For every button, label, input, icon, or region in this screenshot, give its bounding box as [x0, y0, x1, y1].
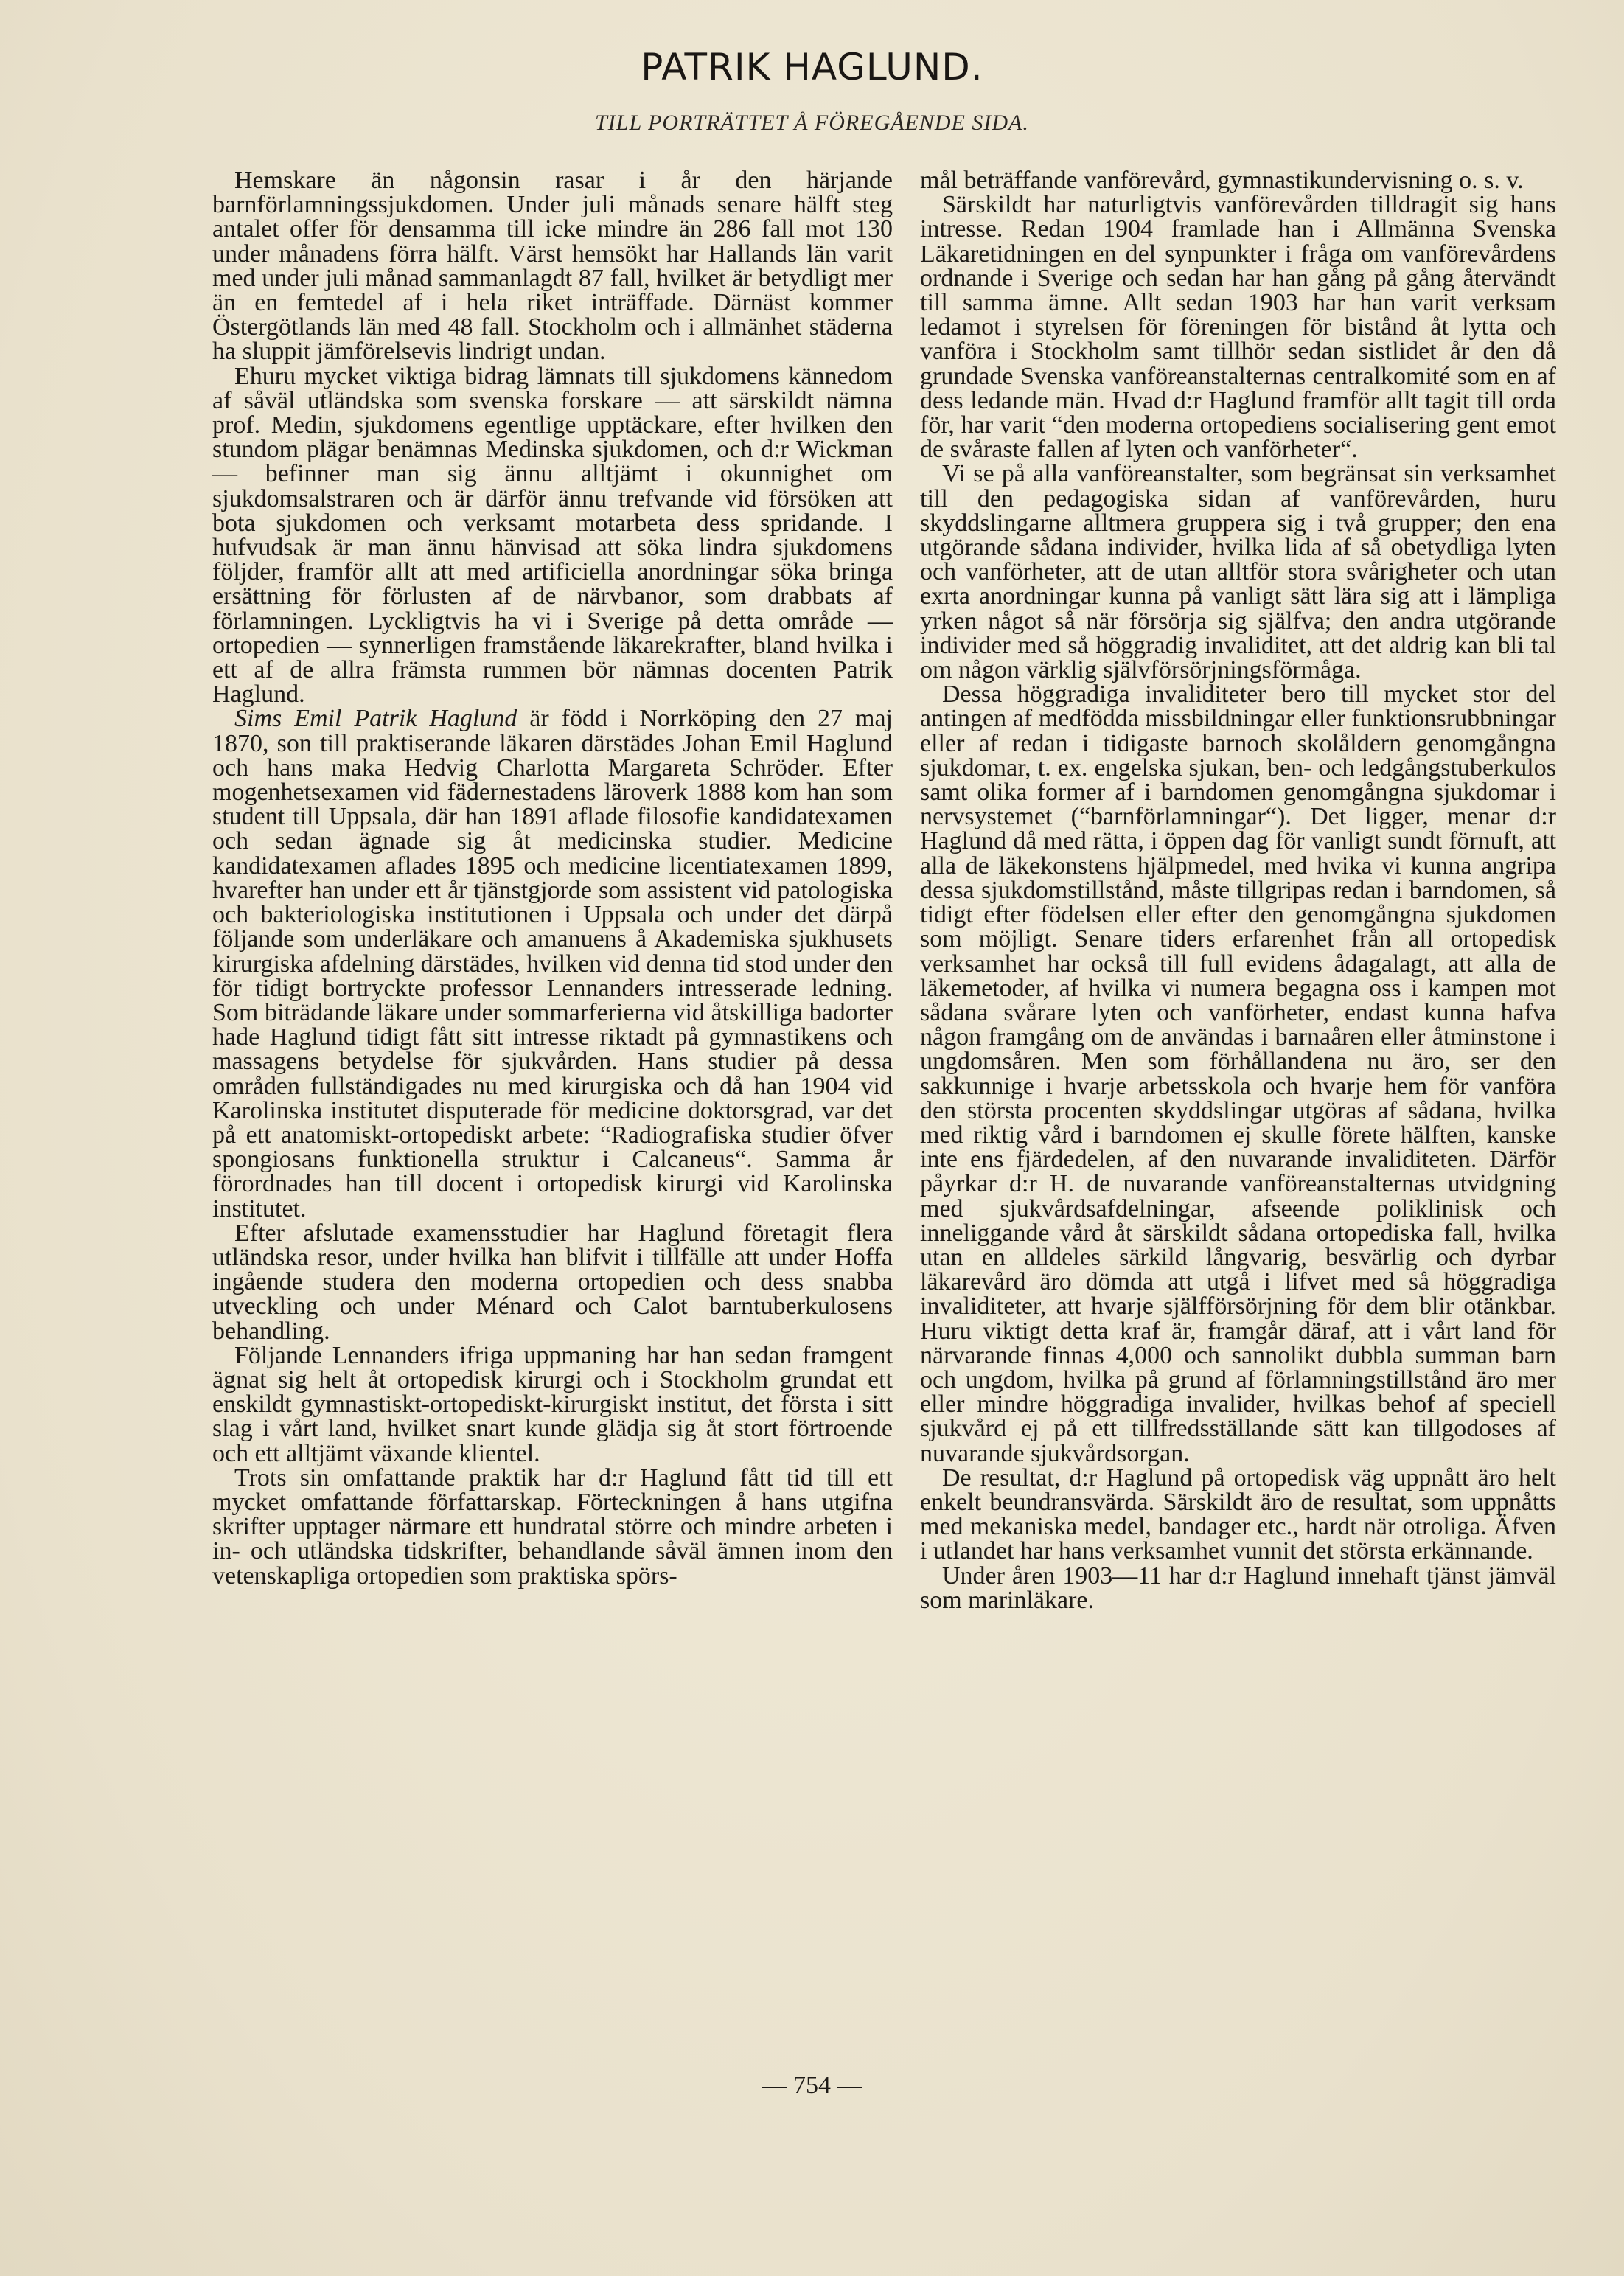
paragraph: Dessa höggradiga invaliditeter bero till mycket stor del antingen af medfödda missbildningar eller funktionsrubbningar eller af redan i tidigaste barnoch skolåldern genomgångna sjukdomar, t. ex. engelska sjukan, ben- och ledgångstuberkulos samt olika former af i barndomen genomgångna sjukdomar i nervsystemet (“barnförlamningar“). Det ligger, menar d:r Haglund då med rätta, i öppen dag för vanligt sundt förnuft, att alla de läkekonstens hjälpmedel, med hvika vi kunna angripa dessa sjukdomstillstånd, måste tillgripas redan i barndomen, så tidigt efter födelsen eller efter den genomgångna sjukdomen som möjligt. Senare tiders erfarenhet från all ortopedisk verksamhet har också till full evidens ådagalagt, att alla de läkemetoder, af hvilka vi numera begagna oss i kampen mot sådana svårare lyten och vanförheter, endast kunna hafva någon framgång om de användas i barnaåren eller åtminstone i ungdomsåren. Men som förhållandena nu äro, ser den sakkunnige i hvarje arbetsskola och hvarje hem för vanföra den största procenten skyddslingar utgöras af sådana, hvilka med riktig vård i barndomen ej skulle förete hälften, kanske inte ens fjärdedelen, af den nuvarande invaliditeten. Därför påyrkar d:r H. de nuvarande vanföreanstalternas utvidgning med sjukvårdsafdelningar, afseende poliklinisk och inneliggande vård åt särskildt sådana ortopediska fall, hvilka utan en alldeles särkild långvarig, besvärlig och dyrbar läkarevård äro dömda att utgå i lifvet med så höggradiga invaliditeter, att hvarje själfförsörjning för dem blir otänkbar. Huru viktigt detta kraf är, framgår däraf, att i vårt land för närvarande finnas 4,000 och sannolikt dubbla summan barn och ungdom, hvilka på grund af förlamningstillstånd äro mer eller mindre höggradiga invalider, hvilkas behof af speciell sjukvård ej på ett tillfredsställande sätt kan tillgodoses af nuvarande sjukvårdsorgan.	[920, 681, 1556, 1467]
right-column	[920, 168, 1556, 1612]
page-number: — 754 —	[762, 2072, 862, 2099]
paragraph-text: är född i Norrköping den 27 maj 1870, son till praktiserande läkaren därstädes Johan Emil Haglund och hans maka Hedvig Charlotta Margareta Schröder. Efter mogenhetsexamen vid fädernestadens läroverk 1888 kom han som student till Uppsala, där han 1891 aflade filosofie kandidatexamen och sedan ägnade sig åt medicinska studier. Medicine kandidatexamen aflades 1895 och medicine licentiatexamen 1899, hvarefter han under ett år tjänstgjorde som assistent vid patologiska och bakteriologiska institutionen i Uppsala och under det därpå följande som underläkare och amanuens å Akademiska sjukhusets kirurgiska afdelning därstädes, hvilken vid denna tid stod under den för tidigt bortryckte professor Lennanders intresserade ledning. Som biträdande läkare under sommarferierna vid åtskilliga badorter hade Haglund tidigt fått sitt intresse riktadt på gymnastikens och massagens betydelse för sjukvården. Hans studier på dessa områden fullständigades nu med kirurgiska och då han 1904 vid Karolinska institutet disputerade för medicine doktorsgrad, var det på ett anatomiskt-ortopediskt arbete: “Radiografiska studier öfver spongiosans funktionella struktur i Calcaneus“. Samma år förordnades han till docent i ortopedisk kirurgi vid Karolinska institutet.	[212, 705, 893, 1222]
paragraph: Särskildt har naturligtvis vanförevården tilldragit sig hans intresse. Redan 1904 framlade han i Allmänna Svenska Läkaretidningen en del synpunkter i fråga om vanförevårdens ordnande i Sverige och sedan har han gång på gång återvändt till samma ämne. Allt sedan 1903 har han varit verksam ledamot i styrelsen för föreningen för bistånd åt lytta och vanföra i Stockholm samt tillhör sedan sistlidet år den då grundade Svenska vanföreanstalternas centralkomité som en af dess ledande män. Hvad d:r Haglund framför allt tagit till orda för, har varit “den moderna ortopediens socialisering gent emot de svåraste fallen af lyten och vanförheter“.	[920, 191, 1556, 464]
left-column	[212, 168, 893, 1588]
paragraph: mål beträffande vanförevård, gymnastikundervisning o. s. v.	[920, 167, 1524, 194]
paragraph	[212, 706, 893, 1220]
article-subtitle: TILL PORTRÄTTET Å FÖREGÅENDE SIDA.	[595, 111, 1029, 135]
paragraph: Hemskare än någonsin rasar i år den härjande barnförlamningssjukdomen. Under juli månads senare hälft steg antalet offer för densamma till icke mindre än 286 fall mot 130 under månadens förra hälft. Värst hemsökt har Hallands län varit med under juli månad sammanlagdt 87 fall, hvilket är betydligt mer än en femtedel af i hela riket inträffade. Därnäst kommer Östergötlands län med 48 fall. Stockholm och i allmänhet städerna ha sluppit jämförelsevis lindrigt undan.	[212, 167, 893, 366]
person-name: Sims Emil Patrik Haglund	[234, 705, 517, 733]
paragraph: Följande Lennanders ifriga uppmaning har han sedan framgent ägnat sig helt åt ortopedisk kirurgi och i Stockholm grundat ett enskildt gymnastiskt-ortopediskt-kirurgiskt institut, det första i sitt slag i vårt land, hvilket snart kunde glädja sig åt stort förtroende och ett alltjämt växande klientel.	[212, 1341, 893, 1467]
paragraph: Under åren 1903—11 har d:r Haglund innehaft tjänst jämväl som marinläkare.	[920, 1562, 1556, 1614]
paragraph: Ehuru mycket viktiga bidrag lämnats till sjukdomens kännedom af såväl utländska som svenska forskare — att särskildt nämna prof. Medin, sjukdomens egentlige upptäckare, efter hvilken den stundom plägar benämnas Medinska sjukdomen, och d:r Wickman — befinner man sig ännu alltjämt i okunnighet om sjukdomsalstraren och är därför ännu trefvande vid försöken att bota sjukdomen och verksamt motarbeta dess spridande. I hufvudsak är man ännu hänvisad att söka lindra sjukdomens följder, framför allt att med artificiella anordningar söka bringa ersättning för förlusten af de närvbanor, som drabbats af förlamningen. Lyckligtvis ha vi i Sverige på detta område — ortopedien — synnerligen framstående läkarekrafter, bland hvilka i ett af de allra främsta rummen bör nämnas docenten Patrik Haglund.	[212, 362, 893, 709]
article-title: PATRIK HAGLUND.	[641, 46, 983, 88]
paragraph: De resultat, d:r Haglund på ortopedisk väg uppnått äro helt enkelt beundransvärda. Särskildt äro de resultat, som uppnåtts med mekaniska medel, bandager etc., hardt när otroliga. Äfven i utlandet har hans verksamhet vunnit det största erkännande.	[920, 1464, 1556, 1565]
paragraph: Efter afslutade examensstudier har Haglund företagit flera utländska resor, under hvilka han blifvit i tillfälle att under Hoffa ingående studera den moderna ortopedien och dess snabba utveckling och under Ménard och Calot barntuberkulosens behandling.	[212, 1219, 893, 1345]
paragraph: Trots sin omfattande praktik har d:r Haglund fått tid till ett mycket omfattande författarskap. Förteckningen å hans utgifna skrifter upptager närmare ett hundratal större och mindre arbeten i in- och utländska tidskrifter, behandlande såväl ämnen inom den vetenskapliga ortopedien som praktiska spörs-	[212, 1464, 893, 1590]
paragraph: Vi se på alla vanföreanstalter, som begränsat sin verksamhet till den pedagogiska sidan af vanförevården, huru skyddslingarne alltmera gruppera sig i två grupper; den ena utgörande sådana individer, hvilka lida af så obetydliga lyten och vanförheter, att de utan alltför stora svårigheter och utan exrta anordningar kunna på vanligt sätt lära sig att i lämpliga yrken något så när försörja sig själfva; den andra utgörande individer med så höggradig invaliditet, att det aldrig kan bli tal om någon värklig självförsörjningsförmåga.	[920, 460, 1556, 684]
